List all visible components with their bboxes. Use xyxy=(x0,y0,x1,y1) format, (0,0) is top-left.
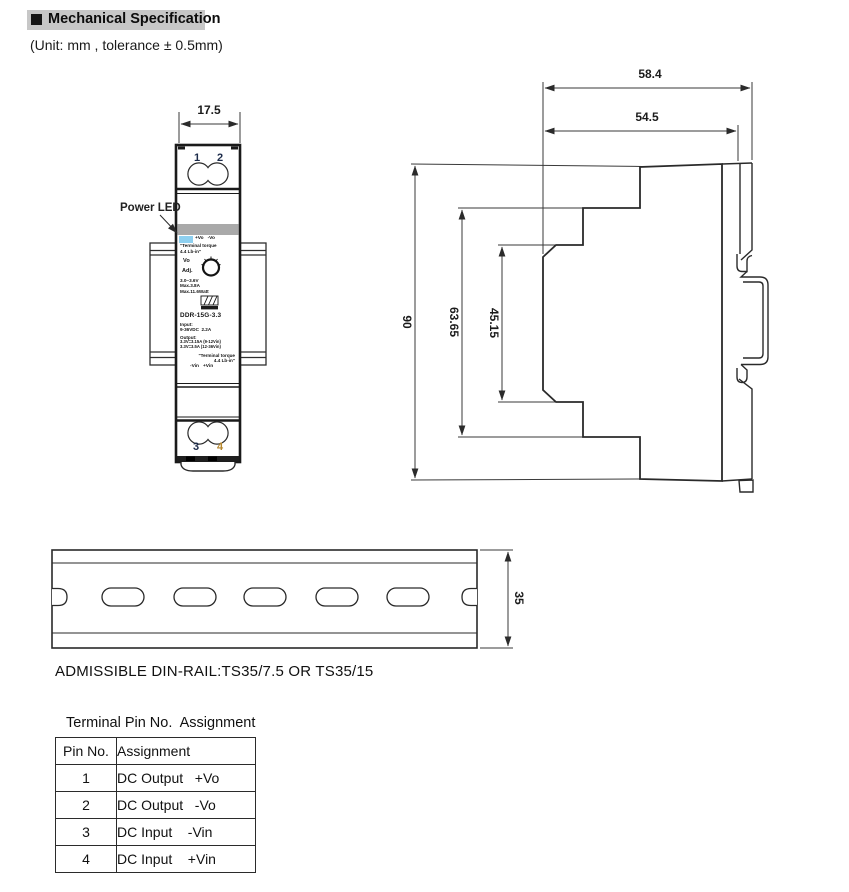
dim-depth-total: 58.4 xyxy=(638,67,662,81)
label-torque-note-2: 4.4 Lb-in" xyxy=(180,248,202,254)
product-label xyxy=(178,235,238,382)
table-row xyxy=(56,819,256,846)
assignment-cell: DC Output -Vo xyxy=(117,792,256,819)
dim-width-17-5: 17.5 xyxy=(197,103,221,117)
pin-cell: 2 xyxy=(56,792,117,819)
table-row xyxy=(56,792,256,819)
dim-depth-body: 54.5 xyxy=(635,110,659,124)
pin-2-marking: 2 xyxy=(216,152,224,164)
label-input-value: 9-36VDC 2.2A xyxy=(180,327,212,332)
label-torque-note-4: 4.4 Lb-in" xyxy=(213,358,235,363)
assignment-cell: DC Input +Vin xyxy=(117,846,256,873)
unit-note: (Unit: mm , tolerance ± 0.5mm) xyxy=(30,37,223,53)
label-output-line2: 3.3V=3.5A (12-36Vin) xyxy=(180,344,221,349)
table-row xyxy=(56,846,256,873)
assignment-cell: DC Input -Vin xyxy=(117,819,256,846)
dim-height-total: 90 xyxy=(400,315,414,329)
dim-rail-height: 35 xyxy=(512,591,526,605)
power-led-label: Power LED xyxy=(120,202,181,214)
pin-4-marking: 4 xyxy=(216,441,224,453)
label-voltage-range: 3.0~3.6V xyxy=(180,277,199,283)
label-model-number: DDR-15G-3.3 xyxy=(180,312,222,319)
pin-table-title: Terminal Pin No. Assignment xyxy=(66,715,256,731)
section-bullet-icon xyxy=(31,14,42,25)
label-output-line1: 3.3V=3.15A (9-12Vin) xyxy=(180,339,221,344)
pin-1-marking: 1 xyxy=(193,152,201,164)
label-torque-note-1: "Terminal torque xyxy=(180,243,217,248)
table-header-row xyxy=(56,738,256,765)
page-title: Mechanical Specification xyxy=(48,11,221,27)
label-input-heading: Input: xyxy=(180,322,193,327)
din-rail-drawing xyxy=(35,540,535,660)
table-row xyxy=(56,765,256,792)
label-max-power: Max.11.6Watt xyxy=(180,288,209,294)
col-header-pin: Pin No. xyxy=(56,738,117,765)
pin-cell: 1 xyxy=(56,765,117,792)
dim-height-front: 45.15 xyxy=(487,307,501,339)
label-max-current: Max.3.8A xyxy=(180,283,200,288)
assignment-cell: DC Output +Vo xyxy=(117,765,256,792)
pin-assignment-table xyxy=(55,737,256,873)
admissible-rail-caption: ADMISSIBLE DIN-RAIL:TS35/7.5 OR TS35/15 xyxy=(55,663,374,680)
pin-3-marking: 3 xyxy=(192,441,200,453)
label-torque-note-3: "Terminal torque xyxy=(198,352,235,358)
col-header-assignment: Assignment xyxy=(117,738,256,765)
label-input-terminals: -Vin +Vin xyxy=(190,364,214,369)
side-view-drawing xyxy=(390,70,785,505)
pin-cell: 4 xyxy=(56,846,117,873)
pin-cell: 3 xyxy=(56,819,117,846)
label-output-terminals: +Vo -Vo xyxy=(195,236,215,241)
dim-height-mid: 63.65 xyxy=(447,306,461,338)
label-adj: Adj. xyxy=(182,268,193,274)
label-output-heading: Output: xyxy=(180,335,197,340)
label-vo: Vo xyxy=(183,258,190,264)
